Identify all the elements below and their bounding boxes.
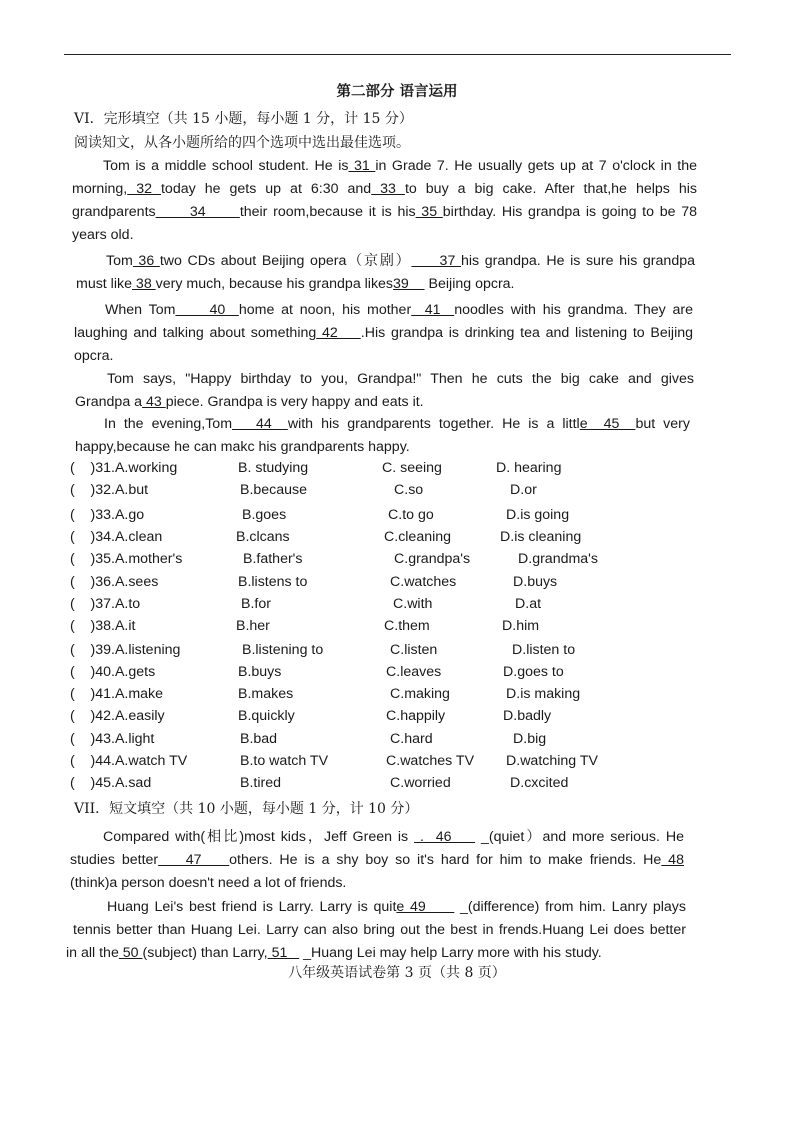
option-row-43 (70, 731, 730, 753)
option-a[interactable]: ( )44.A.watch TV (70, 753, 188, 769)
text: with his grandparents together. He is a littl (287, 416, 580, 432)
option-d[interactable]: D.goes to (503, 664, 564, 680)
section-6-heading: VI．完形填空（共 15 小题，每小题 1 分，计 15 分） (74, 111, 413, 127)
blank-46[interactable]: . 46 (414, 829, 476, 845)
option-c[interactable]: C.watches TV (386, 753, 475, 769)
option-a[interactable]: ( )36.A.sees (70, 574, 159, 590)
line: tennis better than Huang Lei. Larry can also bring out the best in frends.Huang Lei does better (73, 922, 686, 938)
option-b[interactable]: B.listening to (242, 642, 324, 658)
text: others. He is a shy boy so it's hard for him to make friends. He (229, 852, 662, 868)
option-c[interactable]: C.worried (390, 775, 451, 791)
passage-paragraph-2 (76, 250, 695, 296)
option-row-42 (70, 708, 730, 730)
option-c[interactable]: C.them (384, 618, 430, 634)
text: Beijing opcra. (424, 276, 515, 292)
blank-38[interactable]: 38 (131, 276, 156, 292)
text: birthday. His grandpa is going to be 78 (442, 204, 697, 220)
option-b[interactable]: B.father's (243, 551, 303, 567)
passage-paragraph-5 (75, 413, 690, 459)
option-row-34 (70, 529, 730, 551)
option-a[interactable]: ( )41.A.make (70, 686, 164, 702)
text: laughing and talking about something (74, 325, 317, 341)
line: opcra. (74, 348, 114, 364)
blank-32[interactable]: 32 (127, 181, 161, 197)
option-d[interactable]: D. hearing (496, 460, 562, 476)
option-a[interactable]: ( )32.A.but (70, 482, 149, 498)
option-d[interactable]: D.watching TV (506, 753, 598, 769)
option-row-39 (70, 642, 730, 664)
option-b[interactable]: B.goes (242, 507, 287, 523)
blank-37[interactable]: 37 (411, 253, 461, 269)
blank-44[interactable]: 44 (232, 416, 288, 432)
option-a[interactable]: ( )38.A.it (70, 618, 136, 634)
option-d[interactable]: D.is going (506, 507, 570, 523)
option-d[interactable]: D.badly (503, 708, 552, 724)
option-a[interactable]: ( )35.A.mother's (70, 551, 183, 567)
text: home at noon, his mother (238, 302, 412, 318)
page-title: 第二部分 语言运用 (336, 83, 458, 100)
text: but very (635, 416, 690, 432)
text: his grandpa. He is sure his grandpa (460, 253, 695, 269)
text: two CDs about Beijing opera（京剧） (159, 253, 412, 269)
line (76, 250, 695, 273)
option-d[interactable]: D.or (510, 482, 537, 498)
text: .His grandpa is drinking tea and listening to Beijing (360, 325, 693, 341)
passage-paragraph-3 (74, 299, 693, 368)
option-row-36 (70, 574, 730, 596)
option-c[interactable]: C.listen (390, 642, 438, 658)
option-d[interactable]: D.listen to (512, 642, 576, 658)
option-a[interactable]: ( )37.A.to (70, 596, 141, 612)
blank-34[interactable]: 34 (155, 204, 240, 220)
page-footer: 八年级英语试卷第 3 页（共 8 页） (288, 965, 506, 981)
blank-42[interactable]: 42 (316, 325, 361, 341)
text: their room,because it is his (239, 204, 416, 220)
text: _(quiet）and more serious. He (475, 829, 684, 845)
option-c[interactable]: C.grandpa's (394, 551, 471, 567)
line (75, 391, 694, 414)
option-c[interactable]: C.so (394, 482, 424, 498)
text: _(difference) from him. Lanry plays (454, 899, 686, 915)
text: Grandpa a (75, 394, 143, 410)
blank-50[interactable]: 50 (118, 945, 143, 961)
blank-51[interactable]: 51 (267, 945, 300, 961)
option-row-44 (70, 753, 730, 775)
blank-36[interactable]: 36 (132, 253, 160, 269)
top-rule (64, 54, 731, 55)
option-c[interactable]: C.to go (388, 507, 434, 523)
text: grandparents (72, 204, 156, 220)
text: Huang Lei's best friend is Larry. Larry is quit (107, 899, 397, 915)
blank-43[interactable]: 43 (142, 394, 166, 410)
option-row-45 (70, 775, 730, 797)
option-b[interactable]: B.to watch TV (240, 753, 329, 769)
blank-31[interactable]: 31 (348, 158, 376, 174)
line: (think)a person doesn't need a lot of friends. (70, 875, 347, 891)
blank-48[interactable]: 48 (661, 852, 684, 868)
option-row-35 (70, 551, 730, 573)
text: in Grade 7. He usually gets up at 7 o'clock in the (375, 158, 697, 174)
text: studies better (70, 852, 159, 868)
line: years old. (72, 227, 134, 243)
blank-33[interactable]: 33 (371, 181, 405, 197)
option-row-37 (70, 596, 730, 618)
passage-paragraph-4 (75, 368, 694, 414)
text: today he gets up at 6:30 and (160, 181, 372, 197)
text: noodles with his grandma. They are (454, 302, 693, 318)
text: _Huang Lei may help Larry more with his study. (299, 945, 602, 961)
passage-paragraph-1 (72, 155, 697, 247)
line (70, 849, 684, 872)
option-d[interactable]: D.big (513, 731, 547, 747)
section-7-heading: VII．短文填空（共 10 小题，每小题 1 分，计 10 分） (74, 801, 419, 817)
blank-47[interactable]: 47 (158, 852, 230, 868)
text: Compared with(相比)most kids，Jeff Green is (103, 829, 415, 845)
option-c[interactable]: C.hard (390, 731, 433, 747)
option-d[interactable]: D.at (515, 596, 542, 612)
blank-39[interactable]: 39 (393, 276, 425, 292)
text: Tom (106, 253, 133, 269)
option-row-32 (70, 482, 730, 504)
option-d[interactable]: D.buys (513, 574, 558, 590)
option-c[interactable]: C.watches (390, 574, 457, 590)
text: Tom is a middle school student. He is (103, 158, 349, 174)
line (66, 896, 686, 919)
option-a[interactable]: ( )34.A.clean (70, 529, 163, 545)
text: must like (76, 276, 132, 292)
option-row-40 (70, 664, 730, 686)
fill-paragraph-2 (66, 896, 686, 965)
text: very much, because his grandpa likes (155, 276, 394, 292)
option-a[interactable]: ( )33.A.go (70, 507, 145, 523)
option-a[interactable]: ( )40.A.gets (70, 664, 156, 680)
option-b[interactable]: B. studying (238, 460, 309, 476)
option-a[interactable]: ( )45.A.sad (70, 775, 152, 791)
line (72, 201, 697, 224)
option-b[interactable]: B.listens to (238, 574, 308, 590)
option-d[interactable]: D.him (502, 618, 540, 634)
option-b[interactable]: B.her (236, 618, 270, 634)
option-row-31 (70, 460, 730, 482)
blank-49[interactable]: e 49 (396, 899, 455, 915)
option-b[interactable]: B.because (240, 482, 308, 498)
text: In the evening,Tom (104, 416, 233, 432)
text: (subject) than Larry, (142, 945, 268, 961)
option-d[interactable]: D.grandma's (518, 551, 598, 567)
text: When Tom (105, 302, 176, 318)
option-c[interactable]: C.happily (386, 708, 446, 724)
option-b[interactable]: B.tired (240, 775, 282, 791)
option-c[interactable]: C.cleaning (384, 529, 452, 545)
blank-45[interactable]: e 45 (579, 416, 636, 432)
line (75, 413, 690, 436)
option-b[interactable]: B.bad (240, 731, 278, 747)
section-6-instruction: 阅读知文，从各小题所给的四个选项中选出最佳选项。 (74, 135, 410, 151)
text: morning, (72, 181, 128, 197)
option-row-41 (70, 686, 730, 708)
option-b[interactable]: B.quickly (238, 708, 295, 724)
option-d[interactable]: D.cxcited (510, 775, 569, 791)
blank-40[interactable]: 40 (175, 302, 239, 318)
option-row-33 (70, 507, 730, 529)
line: Tom says, "Happy birthday to you, Grandpa!" Then he cuts the big cake and gives (107, 371, 694, 387)
option-a[interactable]: ( )31.A.working (70, 460, 178, 476)
line (76, 273, 695, 296)
line: happy,because he can makc his grandparents happy. (75, 439, 410, 455)
text: in all the (66, 945, 119, 961)
option-c[interactable]: C.leaves (386, 664, 442, 680)
line (74, 299, 693, 322)
line (74, 322, 693, 345)
option-d[interactable]: D.is cleaning (500, 529, 582, 545)
line (72, 178, 697, 201)
option-b[interactable]: B.buys (238, 664, 282, 680)
blank-41[interactable]: 41 (411, 302, 455, 318)
text: to buy a big cake. After that,he helps his (404, 181, 697, 197)
option-row-38 (70, 618, 730, 640)
fill-paragraph-1 (70, 826, 684, 895)
option-c[interactable]: C.making (390, 686, 450, 702)
option-c[interactable]: C.with (393, 596, 433, 612)
line (70, 826, 684, 849)
option-c[interactable]: C. seeing (382, 460, 442, 476)
option-a[interactable]: ( )39.A.listening (70, 642, 181, 658)
blank-35[interactable]: 35 (415, 204, 443, 220)
option-d[interactable]: D.is making (506, 686, 581, 702)
line (72, 155, 697, 178)
option-b[interactable]: B.clcans (236, 529, 290, 545)
option-b[interactable]: B.for (241, 596, 271, 612)
text: piece. Grandpa is very happy and eats it. (165, 394, 424, 410)
option-a[interactable]: ( )43.A.light (70, 731, 155, 747)
option-b[interactable]: B.makes (238, 686, 294, 702)
option-a[interactable]: ( )42.A.easily (70, 708, 165, 724)
